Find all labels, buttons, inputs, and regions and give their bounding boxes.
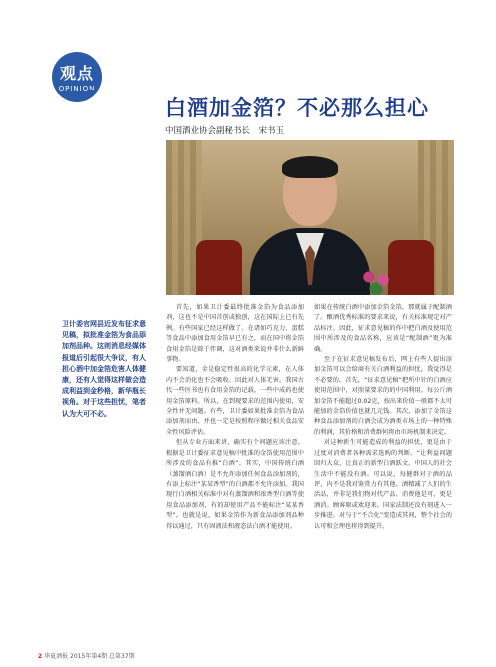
article-column-2: [314, 303, 452, 532]
issue-info: 2015年第4期 总第37期: [70, 653, 135, 660]
badge-tail: [88, 90, 97, 99]
pull-quote: 卫计委官网县近发布征求意见稿，拟批准金箔为食品添加剂品种。这则消息经媒体报道后引起很大争议，有人担心酒中加金箔危害人体健康，还有人觉得这样做会造成利益到金秒格，新华瓶长视角。对于这些担忧，笔者认为大可不必。: [62, 319, 146, 418]
author-photo: [166, 140, 454, 295]
paragraph: 对这种新生可能造成的利益的担忧，更是由于过度对消费者各种需求选购的判断。“让利益问题回归大众、让真正的新型白酒跃文。中国人的社会生活中不能没有酒。可以说，每健群对于酒的品评，内不是我对鉴赏力有其他。酒精减了人们的生活品，并非是我们物对代产品、消费他是可，更是酒消。顾客原或欢迎来。国家法制还没有刻进入一步推进。对与于“不合化”变造成其间，整个社会的认可和会理也将得到提升。: [314, 439, 452, 530]
article-title: 白酒加金箔？不必那么担心: [165, 95, 429, 120]
paragraph: 要知道，金是稳定性很高的化学元素，在人体内不会消化也不会吸收。因此对人体无害。我国古代一些医书也有食用金箔的记载。一些中成药也使用金箔原料。所以，在到现要求的范围内使用，安全性并无问题。有些，卫计委如果批准金箔为食品添加剂而由，并也一定是按照程序做过相关食品安全性风险评估。: [166, 366, 304, 436]
badge-label-en: OPINION: [58, 85, 96, 93]
article-byline: 中国酒业协会副秘书长 宋书玉: [165, 126, 285, 136]
photo-chair-left: [196, 240, 242, 295]
page-footer: [38, 651, 135, 660]
paragraph: 至于在征求意见稿发布后，网上有些人提出添加金箔可以会给商有关白酒利益的担忧，我觉得是不必要的。首先，“征求意见稿”把所中针的白酒应使用范围中，对照量要求的的中国利用。每公斤酒加金箔不能超过0.02克，按出来价值一般都不太可能加的金箔价值也就几元钱。其次，添加了金箔这种食品添加剂的白酒会成为酒类市场上的一种特殊的利润，其价格和消费群何将由市场机制来决定。: [314, 356, 452, 436]
magazine-name: 华夏酒报: [44, 653, 69, 660]
photo-hair: [282, 156, 338, 178]
photo-flowers: [358, 265, 394, 295]
photo-chair-right: [388, 240, 434, 295]
paragraph: 首先，如果卫计委最终批准金箔为食品添加剂，这也不是中国首创或独创，这在国际上已有先例。有些国家已经这样做了。在诸如巧克力、蛋糕等食品中添加食用金箔早已有之，而在国中将金箔食用金箔是除于伴调，这对酒类来说并非什么新鲜事物。: [166, 304, 304, 364]
paragraph: 但从专业方面来讲，确实有个问题应该注意。根据是卫计委征求意见稿中批准的金箔使用范围中所涉及的食品有推“白酒”。其实，中国传统白酒（蒸馏酒白酒）是不允许添加任何食品添加剂的，有添上标注“某某香型”的白酒都不允许添加。我国现行白酒相关标准中对有蒸馏酒和浓香型白酒等使用食品添加剂，有的却使用产品不能标注“某某香型”。也就是说，如果金箔作为新食品添加剂品种得以通过，只有固液法和液态法白酒才能使用。: [166, 439, 304, 530]
badge-label-cn: 观点: [59, 64, 94, 83]
article-column-1: [166, 303, 304, 532]
page-number: 2: [38, 653, 43, 660]
paragraph: 如果在传统白酒中添加金箔金箔，那就属于配制酒了。酿酒优秀标准的要求来说，有关标准规定对产品标注。因此，征求意见稿的作中把白酒及使用范围中所涉及的食品名称，应该是“配制酒”更为准确。: [314, 304, 452, 353]
